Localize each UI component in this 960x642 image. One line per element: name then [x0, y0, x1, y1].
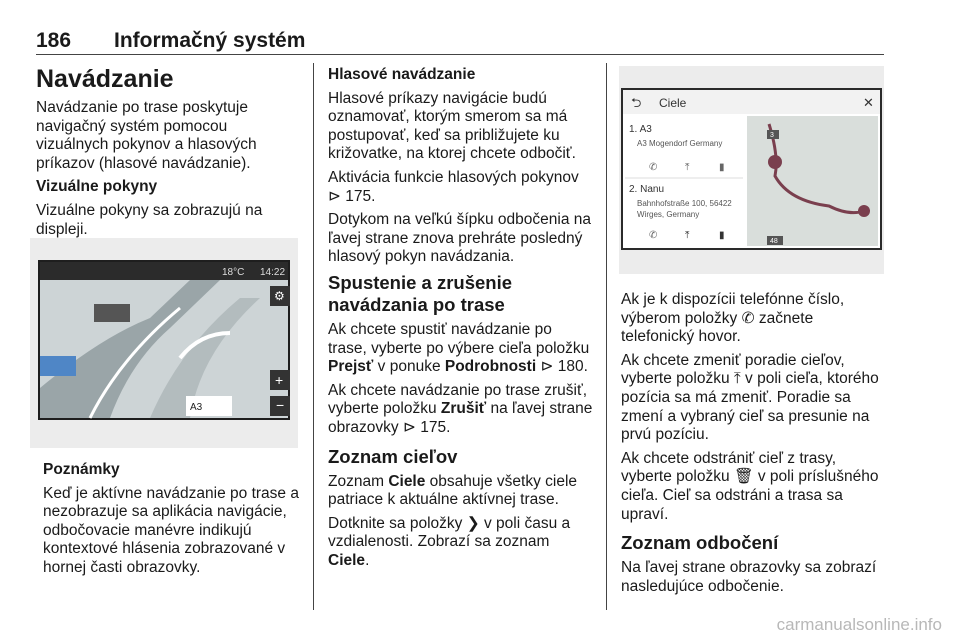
dest2-address-1: Bahnhofstraße 100, 56422 — [637, 199, 732, 208]
zoom-in-glyph: + — [275, 372, 284, 388]
dest2-name: 2. Nanu — [629, 184, 665, 195]
start-cancel-heading: Spustenie a zrušenie navádzania po trase — [328, 271, 513, 315]
figure-destination-list — [619, 66, 884, 274]
dest2-address-2: Wirges, Germany — [637, 210, 700, 219]
dest1-name: 1. A3 — [629, 124, 652, 135]
svg-text:⮌: ⮌ — [631, 95, 642, 110]
tap-paragraph: Dotknite sa položky ❯ v poli času a vzdialenosti. Zobrazí sa zoznam Ciele. — [328, 514, 571, 569]
note-heading: Poznámky — [43, 461, 120, 478]
screen-title: Ciele — [659, 96, 687, 110]
column-2 — [328, 66, 594, 575]
svg-text:▮: ▮ — [719, 162, 725, 173]
watermark: carmanualsonline.info — [776, 615, 942, 634]
section-heading-navigation: Navádzanie — [36, 65, 174, 93]
svg-text:✆: ✆ — [649, 230, 658, 241]
zoom-out-glyph: − — [276, 397, 285, 413]
voice-activate-paragraph: Aktivácia funkcie hlasových pokynov ⊳ 175. — [328, 168, 579, 205]
map-shield: 3 — [770, 132, 774, 139]
visual-paragraph: Vizuálne pokyny sa zobrazujú na displeji. — [36, 201, 263, 238]
svg-text:▮: ▮ — [719, 230, 725, 241]
remove-paragraph: Ak chcete odstrániť cieľ z trasy, vyberte položku 🗑 v poli príslušného cieľa. Cieľ sa odstráni a trasa sa upraví. — [621, 449, 879, 523]
note-paragraph: Keď je aktívne navádzanie po trase a nezobrazuje sa aplikácia navigácie, odbočovacie manévre indikujú kontextové hlásenia zobrazované v hornej časti obrazovky. — [43, 484, 299, 576]
list-paragraph: Zoznam Ciele obsahuje všetky ciele patriace k aktuálne aktívnej trase. — [328, 472, 578, 509]
turn-paragraph: Na ľavej strane obrazovky sa zobrazí nasledujúce odbočenie. — [621, 559, 877, 595]
turn-list-heading: Zoznam odbočení — [621, 532, 779, 554]
column-1 — [36, 64, 300, 244]
visual-heading: Vizuálne pokyny — [36, 178, 158, 196]
svg-text:⚙: ⚙ — [274, 289, 285, 303]
destination-list-heading: Zoznam cieľov — [328, 445, 458, 467]
note-block — [43, 461, 299, 583]
svg-text:✕: ✕ — [863, 95, 874, 110]
voice-paragraph: Hlasové príkazy navigácie budú oznamovať, ktorým smerom sa má postupovať, keď sa približujete ku križovatke, na ktorej chcete odbočiť. — [328, 89, 576, 163]
nav-screen-illustration — [30, 238, 298, 448]
dest1-address: A3 Mogendorf Germany — [637, 139, 723, 148]
svg-text:✆: ✆ — [649, 162, 658, 173]
road-label: A3 — [190, 402, 203, 413]
voice-heading: Hlasové navádzanie — [328, 66, 476, 83]
call-paragraph: Ak je k dispozícii telefónne číslo, výberom položky ✆ začnete telefonický hovor. — [621, 291, 845, 346]
voice-repeat-paragraph: Dotykom na veľkú šípku odbočenia na ľavej strane znova prehráte posledný hlasový pokyn navádzania. — [328, 211, 592, 266]
page-number: 186 — [36, 29, 72, 52]
column-divider-1 — [313, 63, 314, 610]
destination-screen-illustration — [619, 66, 884, 274]
page-title: Informačný systém — [114, 29, 306, 52]
column-3 — [621, 291, 887, 601]
column-divider-2 — [606, 63, 607, 610]
map-shield-2: 48 — [770, 238, 778, 245]
figure-navigation-screen — [30, 238, 298, 448]
start-paragraph: Ak chcete spustiť navádzanie po trase, vyberte po výbere cieľa položku Prejsť v ponuke Podrobnosti ⊳ 180. — [328, 320, 590, 376]
intro-paragraph: Navádzanie po trase poskytuje navigačný systém pomocou vizuálnych pokynov a hlasových príkazov (hlasové navádzanie). — [36, 99, 257, 172]
svg-text:⤒: ⤒ — [685, 230, 690, 241]
screen-time: 14:22 — [260, 267, 286, 278]
header-rule — [36, 54, 884, 55]
svg-text:⤒: ⤒ — [685, 162, 690, 173]
cancel-paragraph: Ak chcete navádzanie po trase zrušiť, vyberte položku Zrušiť na ľavej strane obrazovky ⊳ 175. — [328, 381, 593, 436]
screen-temp: 18°C — [222, 267, 245, 278]
order-paragraph: Ak chcete zmeniť poradie cieľov, vyberte položku ⤒ v poli cieľa, ktorého pozícia sa má zmeniť. Poradie sa zmení a vybraný cieľ sa presunie na prvú pozíciu. — [621, 351, 879, 444]
